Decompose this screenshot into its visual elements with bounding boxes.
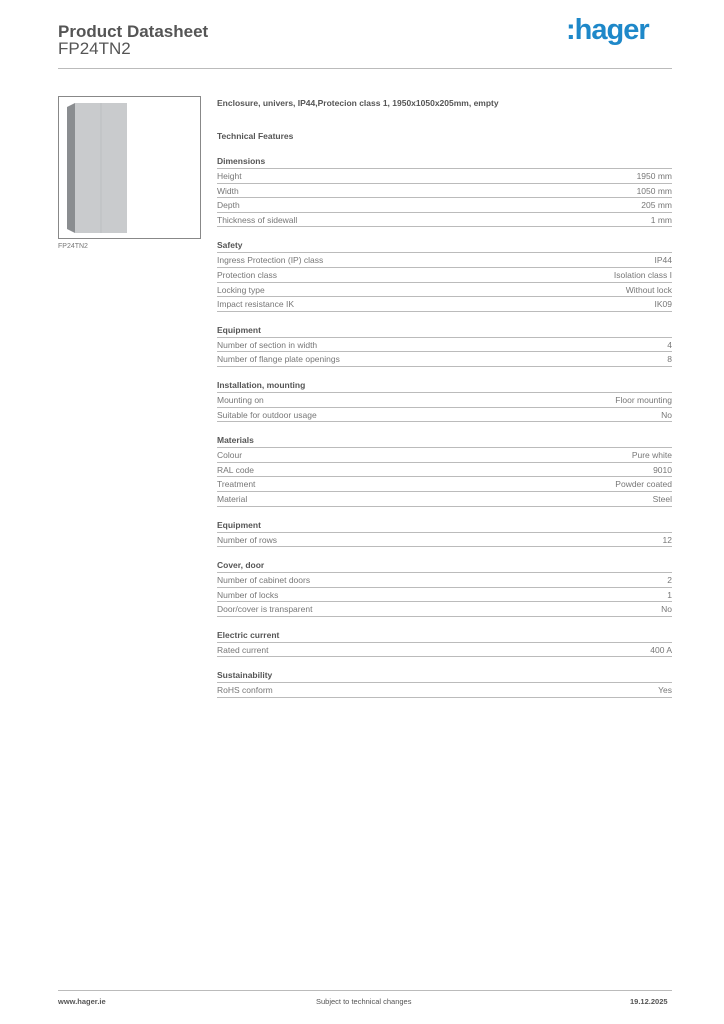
page-title: Product Datasheet xyxy=(58,22,209,41)
spec-row xyxy=(217,169,672,184)
spec-label: Number of rows xyxy=(217,534,277,545)
spec-row xyxy=(217,477,672,492)
spec-value: 1050 mm xyxy=(636,185,672,196)
spec-section xyxy=(217,238,672,311)
product-image xyxy=(58,96,201,239)
section-heading: Materials xyxy=(217,433,672,448)
product-description: Enclosure, univers, IP44,Protecion class 1, 1950x1050x205mm, empty xyxy=(217,98,499,108)
footer-note: Subject to technical changes xyxy=(316,997,412,1006)
spec-label: Number of section in width xyxy=(217,339,318,350)
spec-value: Floor mounting xyxy=(615,394,672,405)
spec-label: Rated current xyxy=(217,644,269,655)
section-heading: Dimensions xyxy=(217,154,672,169)
spec-label: Number of cabinet doors xyxy=(217,575,311,586)
spec-content xyxy=(217,96,672,698)
spec-section xyxy=(217,628,672,658)
technical-features-heading: Technical Features xyxy=(217,131,294,141)
spec-value: 8 xyxy=(667,354,672,365)
section-heading: Equipment xyxy=(217,323,672,338)
section-heading: Equipment xyxy=(217,518,672,533)
footer-website[interactable]: www.hager.ie xyxy=(58,997,106,1006)
spec-row xyxy=(217,643,672,658)
section-heading: Electric current xyxy=(217,628,672,643)
spec-label: Door/cover is transparent xyxy=(217,604,313,615)
spec-row xyxy=(217,588,672,603)
spec-value: Steel xyxy=(652,493,672,504)
spec-row xyxy=(217,338,672,353)
spec-section xyxy=(217,668,672,698)
spec-row xyxy=(217,393,672,408)
spec-label: Impact resistance IK xyxy=(217,299,295,310)
spec-row xyxy=(217,533,672,548)
spec-row xyxy=(217,492,672,507)
spec-value: IK09 xyxy=(654,299,672,310)
spec-row xyxy=(217,253,672,268)
spec-section xyxy=(217,558,672,617)
spec-value: 12 xyxy=(662,534,672,545)
spec-section xyxy=(217,323,672,367)
spec-value: Yes xyxy=(658,685,672,696)
spec-row xyxy=(217,268,672,283)
spec-value: 4 xyxy=(667,339,672,350)
hager-logo: :hager xyxy=(566,14,649,46)
spec-row xyxy=(217,683,672,698)
spec-label: Treatment xyxy=(217,479,256,490)
spec-value: 9010 xyxy=(653,464,672,475)
spec-row xyxy=(217,184,672,199)
spec-label: Protection class xyxy=(217,269,277,280)
spec-value: Without lock xyxy=(625,284,672,295)
spec-label: RoHS conform xyxy=(217,685,273,696)
spec-label: Ingress Protection (IP) class xyxy=(217,255,324,266)
spec-label: Width xyxy=(217,185,239,196)
spec-value: 205 mm xyxy=(641,200,672,211)
spec-value: 1950 mm xyxy=(636,171,672,181)
spec-row xyxy=(217,283,672,298)
spec-section xyxy=(217,518,672,548)
spec-row xyxy=(217,198,672,213)
spec-row xyxy=(217,463,672,478)
image-caption: FP24TN2 xyxy=(58,243,88,250)
spec-row xyxy=(217,213,672,228)
spec-value: Powder coated xyxy=(615,479,672,490)
section-heading: Safety xyxy=(217,238,672,253)
product-code: FP24TN2 xyxy=(58,39,131,58)
spec-row xyxy=(217,352,672,367)
spec-label: Thickness of sidewall xyxy=(217,214,298,225)
spec-value: 1 xyxy=(667,589,672,600)
spec-value: Pure white xyxy=(631,450,672,461)
spec-value: 1 mm xyxy=(650,214,672,225)
spec-value: IP44 xyxy=(654,255,672,266)
spec-label: Colour xyxy=(217,450,243,461)
spec-section xyxy=(217,378,672,422)
spec-label: Height xyxy=(217,171,242,181)
section-heading: Installation, mounting xyxy=(217,378,672,393)
spec-label: RAL code xyxy=(217,464,255,475)
spec-label: Number of locks xyxy=(217,589,279,600)
spec-row xyxy=(217,408,672,423)
footer-date: 19.12.2025 xyxy=(630,997,668,1006)
spec-section xyxy=(217,154,672,227)
spec-section xyxy=(217,433,672,506)
spec-label: Number of flange plate openings xyxy=(217,354,340,365)
section-heading: Cover, door xyxy=(217,558,672,573)
spec-label: Locking type xyxy=(217,284,265,295)
spec-row xyxy=(217,448,672,463)
footer-divider xyxy=(58,990,672,991)
spec-row xyxy=(217,573,672,588)
spec-value: 2 xyxy=(667,575,672,586)
spec-label: Material xyxy=(217,493,248,504)
spec-row xyxy=(217,602,672,617)
spec-label: Suitable for outdoor usage xyxy=(217,409,317,420)
header-divider xyxy=(58,68,672,69)
spec-value: No xyxy=(661,604,672,615)
spec-label: Depth xyxy=(217,200,240,211)
spec-value: No xyxy=(661,409,672,420)
spec-value: Isolation class I xyxy=(613,269,672,280)
spec-row xyxy=(217,297,672,312)
spec-label: Mounting on xyxy=(217,394,264,405)
cabinet-image xyxy=(67,103,127,233)
spec-value: 400 A xyxy=(650,644,672,655)
section-heading: Sustainability xyxy=(217,668,672,683)
